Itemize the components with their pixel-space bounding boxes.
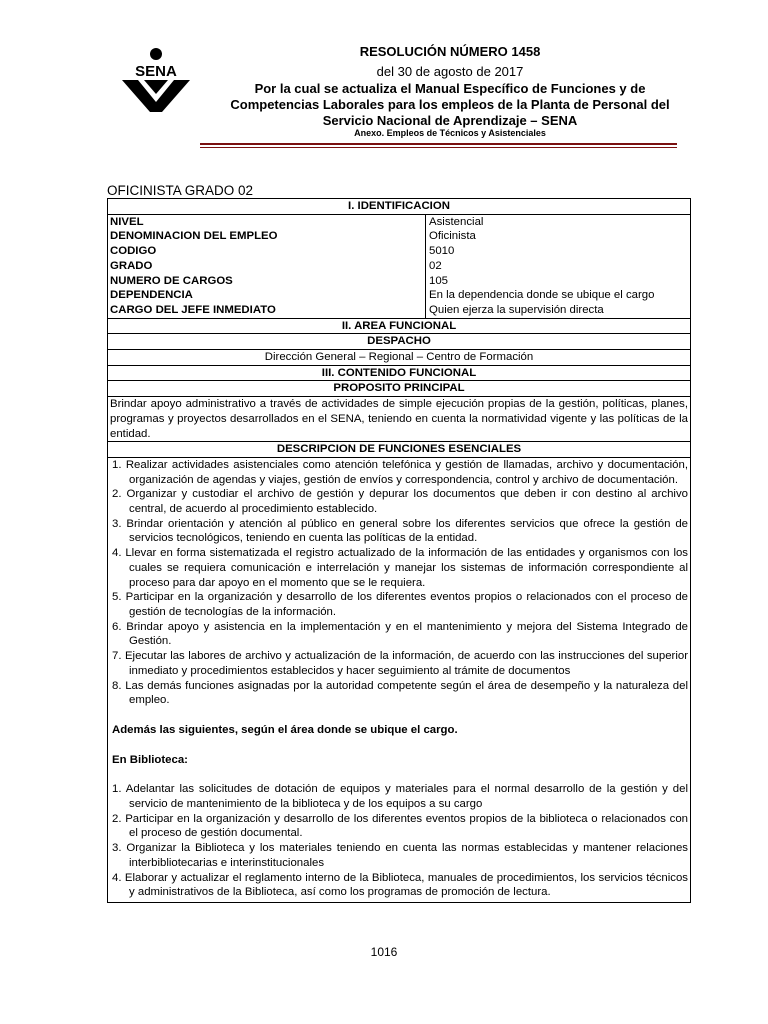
id-row: DEPENDENCIA En la dependencia donde se ubique el cargo <box>110 289 655 302</box>
list-item: 2. Participar en la organización y desarrollo de los diferentes eventos propios de la biblioteca o relacionados con el proceso de gestión documental. <box>112 812 688 840</box>
resolution-subject: Por la cual se actualiza el Manual Específico de Funciones y de Competencias Laborales para los empleos de la Planta de Personal del Servicio Nacional de Aprendizaje – SENA <box>230 81 670 128</box>
list-item: 4. Elaborar y actualizar el reglamento interno de la Biblioteca, manuales de procedimientos, los servicios técnicos y administrativos de la Biblioteca, así como los programas de promoción de lectura. <box>112 871 688 899</box>
list-item: 4. Llevar en forma sistematizada el registro actualizado de la información de las entidades y organismos con los cuales se requiera comunicación e interrelación y manejar los sistemas de información correspondiente al proceso para dar apoyo en el momento que se le requiera. <box>112 547 688 589</box>
id-row: CODIGO 5010 <box>110 245 455 258</box>
biblioteca-heading: En Biblioteca: <box>112 753 188 766</box>
list-item: 7. Ejecutar las labores de archivo y actualización de la información, de acuerdo con las instrucciones del superior inmediato y procedimientos establecidos y hacer seguimiento al trámite de documentos <box>112 650 688 677</box>
resolution-title: RESOLUCIÓN NÚMERO 1458 <box>359 44 541 59</box>
id-row: DENOMINACION DEL EMPLEO Oficinista <box>110 230 476 243</box>
id-row: NUMERO DE CARGOS 105 <box>110 274 449 287</box>
list-item: 3. Brindar orientación y atención al público en general sobre los diferentes servicios que ofrece la gestión de servicios tecnológicos, teniendo en cuenta las políticas de la entidad. <box>112 517 688 545</box>
page-number: 1016 <box>370 945 398 959</box>
list-item: 2. Organizar y custodiar el archivo de gestión y depurar los documentos que deben ir con destino al archivo central, de acuerdo al procedimiento establecido. <box>112 488 688 516</box>
list-item: 1. Realizar actividades asistenciales como atención telefónica y gestión de llamadas, archivo y documentación, organización de agendas y viajes, gestión de envíos y correspondencia, control y archivo de documentación. <box>112 458 688 486</box>
annex-title: Anexo. Empleos de Técnicos y Asistenciales <box>354 128 546 138</box>
id-row: GRADO 02 <box>110 259 442 272</box>
list-item: 3. Organizar la Biblioteca y los materiales teniendo en cuenta las normas establecidas y mantener relaciones interbibliotecarias e interinstitucionales <box>112 842 688 869</box>
section-despacho: DESPACHO <box>108 334 690 350</box>
id-row: CARGO DEL JEFE INMEDIATO Quien ejerza la supervisión directa <box>110 303 604 316</box>
identification-table <box>108 215 690 319</box>
section-contenido-funcional: III. CONTENIDO FUNCIONAL <box>108 366 690 382</box>
despacho-value: Dirección General – Regional – Centro de Formación <box>108 350 690 366</box>
job-profile-table <box>107 198 691 903</box>
header-rule-thin <box>200 147 677 148</box>
list-item: 1. Adelantar las solicitudes de dotación de equipos y materiales para el normal desarrollo de la gestión y del servicio de mantenimiento de la biblioteca y de los equipos a su cargo <box>112 783 688 811</box>
purpose-text: Brindar apoyo administrativo a través de actividades de simple ejecución propias de la gestión, políticas, planes, programas y proyectos desarrollados en el SENA, teniendo en cuenta la normatividad vigente y las políticas de la entidad. <box>108 397 690 442</box>
section-identificacion: I. IDENTIFICACION <box>108 199 690 215</box>
section-area-funcional: II. AREA FUNCIONAL <box>108 319 690 335</box>
list-item: 8. Las demás funciones asignadas por la autoridad competente según el área de desempeño y la naturaleza del empleo. <box>112 679 688 707</box>
sena-logo <box>116 46 196 114</box>
section-funciones: DESCRIPCION DE FUNCIONES ESENCIALES <box>108 442 690 458</box>
list-item: 6. Brindar apoyo y asistencia en la implementación y en el mantenimiento y mejora del Sistema Integrado de Gestión. <box>112 620 688 648</box>
header-rule <box>200 143 677 145</box>
svg-text:SENA: SENA <box>135 63 177 80</box>
additional-heading: Además las siguientes, según el área donde se ubique el cargo. <box>112 723 458 736</box>
job-title: OFICINISTA GRADO 02 <box>107 183 254 198</box>
section-proposito: PROPOSITO PRINCIPAL <box>108 381 690 397</box>
id-row: NIVEL Asistencial <box>110 215 484 228</box>
functions-list <box>108 458 690 902</box>
list-item: 5. Participar en la organización y desarrollo de los diferentes eventos propios o relacionados con el proceso de gestión de tecnologías de la información. <box>112 591 688 618</box>
resolution-date: del 30 de agosto de 2017 <box>376 64 524 79</box>
